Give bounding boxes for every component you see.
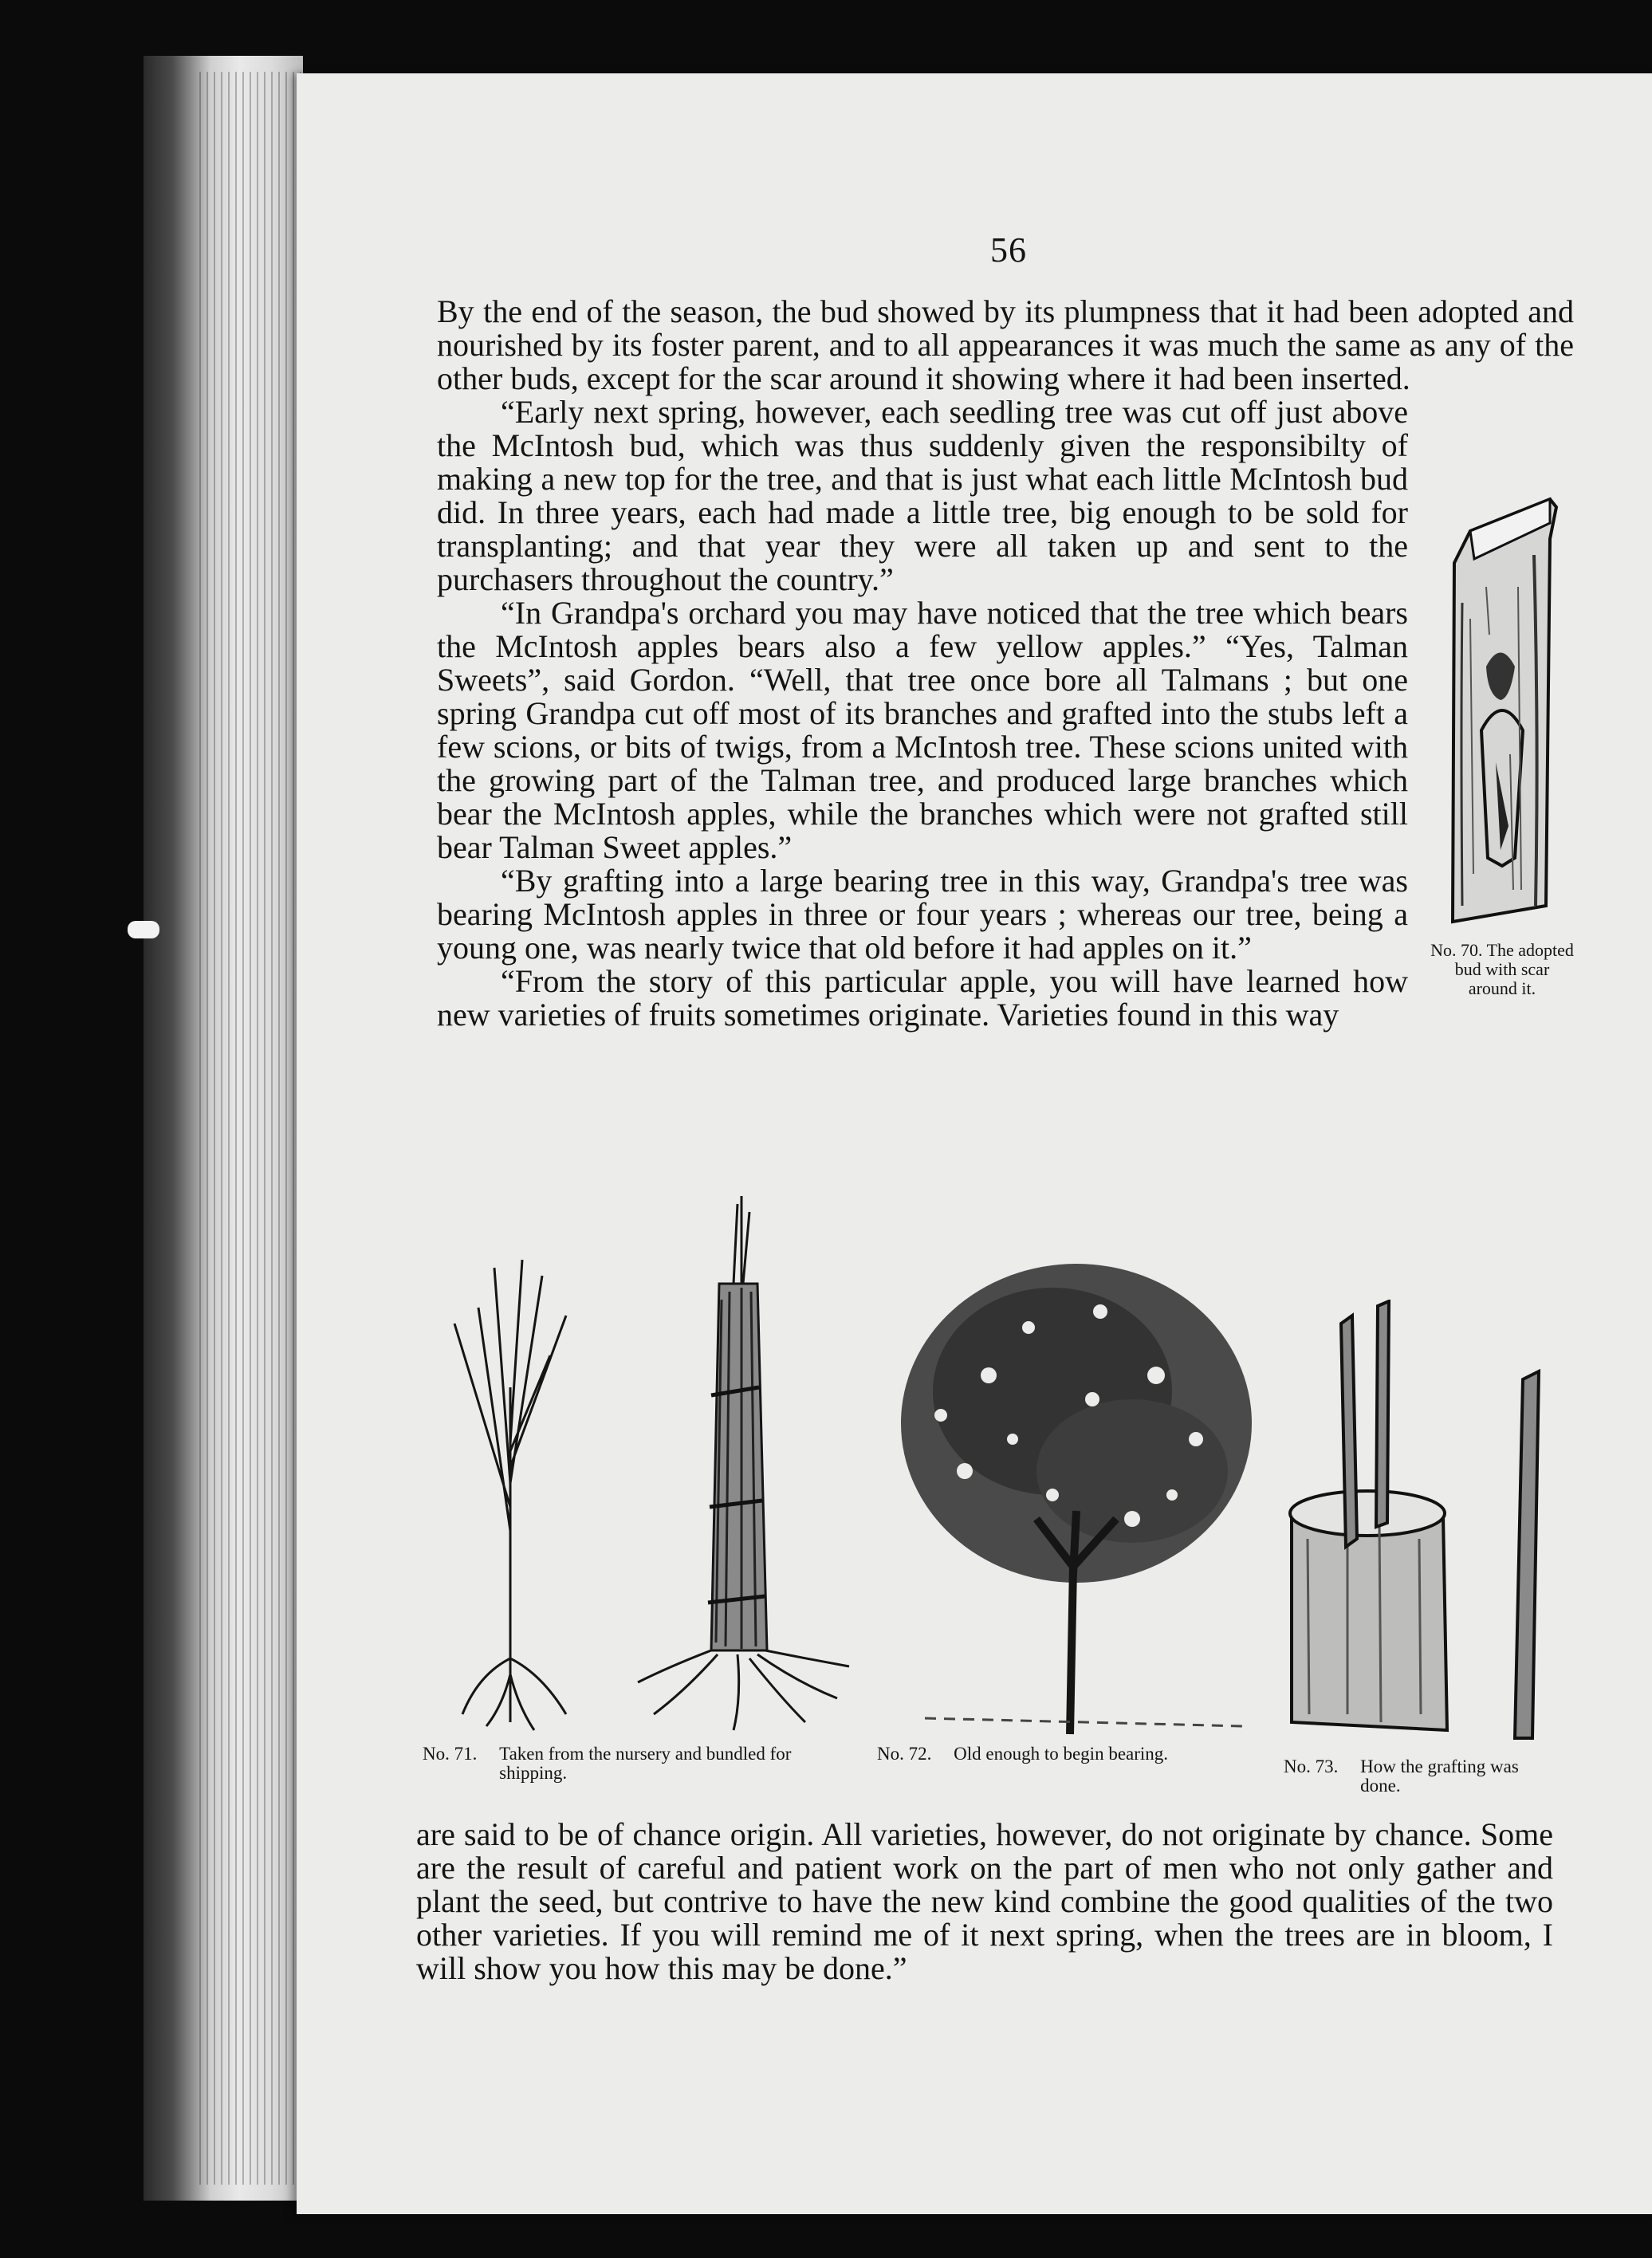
figure-73-text: How the grafting was done.: [1360, 1756, 1519, 1796]
paragraph-2: “Early next spring, however, each seedling tree was cut off just above the McIntosh bud, which was thus suddenly given the responsibilty of making a new top for the tree, and that is just what each little McIntosh bud did. In three years, each had made a little tree, big enough to be sold for transplanting; and that year they were all taken up and sent to the purchasers throughout the country.”: [437, 394, 1408, 597]
paragraph-5: “From the story of this particular apple, you will have learned how new varieties of fruits sometimes originate. Varieties found in this way: [437, 963, 1408, 1033]
leafy-tree-illustration: [893, 1232, 1268, 1742]
figure-72-number: No. 72.: [877, 1744, 932, 1764]
book-page-edge-lines: [199, 72, 303, 2185]
figure-71-bundle: [622, 1188, 853, 1738]
figure-72-caption: [877, 1745, 1252, 1764]
figure-70: [1430, 491, 1574, 998]
bundled-trees-illustration: [622, 1188, 853, 1738]
paragraph-3: “In Grandpa's orchard you may have noticed that the tree which bears the McIntosh apples bears also a few yellow apples.” “Yes, Talman Sweets”, said Gordon. “Well, that tree once bore all Talmans ; but one spring Grandpa cut off most of its branches and grafted into the stubs left a few scions, or bits of twigs, from a McIntosh tree. These scions united with the growing part of the Talman tree, and produced large branches which bear the McIntosh apples, while the branches which were not grafted still bear Talman Sweet apples.”: [437, 595, 1408, 865]
figure-72-text: Old enough to begin bearing.: [954, 1744, 1169, 1764]
figure-70-caption: [1430, 941, 1574, 998]
figure-73-number: No. 73.: [1284, 1756, 1339, 1776]
figure-71-text: Taken from the nursery and bundled for shipping.: [499, 1744, 792, 1783]
adopted-bud-illustration: [1438, 491, 1566, 938]
figure-73-caption: [1284, 1757, 1571, 1796]
figure-71-caption: [423, 1745, 853, 1783]
lower-text-block: [416, 1818, 1553, 1985]
paragraph-1: By the end of the season, the bud showed by its plumpness that it had been adopted and nourished by its foster parent, and to all appearances it was much the same as any of the other buds, except for the scar around it showing where it had been inserted.: [437, 293, 1574, 396]
bare-tree-illustration: [431, 1244, 590, 1738]
figure-71: [431, 1244, 590, 1738]
page-number: 56: [990, 230, 1027, 269]
figure-72: [893, 1232, 1268, 1742]
figure-71-number: No. 71.: [423, 1744, 478, 1764]
grafting-illustration: [1276, 1300, 1563, 1746]
figure-70-text: The adopted bud with scar around it.: [1454, 940, 1574, 998]
figure-73: [1276, 1300, 1563, 1746]
figure-70-number: No. 70.: [1430, 940, 1483, 960]
page-edge-mark: [128, 921, 159, 938]
upper-text-block: [437, 295, 1574, 1032]
paragraph-4: “By grafting into a large bearing tree in this way, Grandpa's tree was bearing McIntosh apples in three or four years ; whereas our tree, being a young one, was nearly twice that old before it had apples on it.”: [437, 863, 1408, 966]
paragraph-6: are said to be of chance origin. All varieties, however, do not originate by chance. Some are the result of careful and patient work on the part of men who not only gather and plant the seed, but contrive to have the new kind combine the good qualities of the two other varieties. If you will remind me of it next spring, when the trees are in bloom, I will show you how this may be done.”: [416, 1816, 1553, 1986]
